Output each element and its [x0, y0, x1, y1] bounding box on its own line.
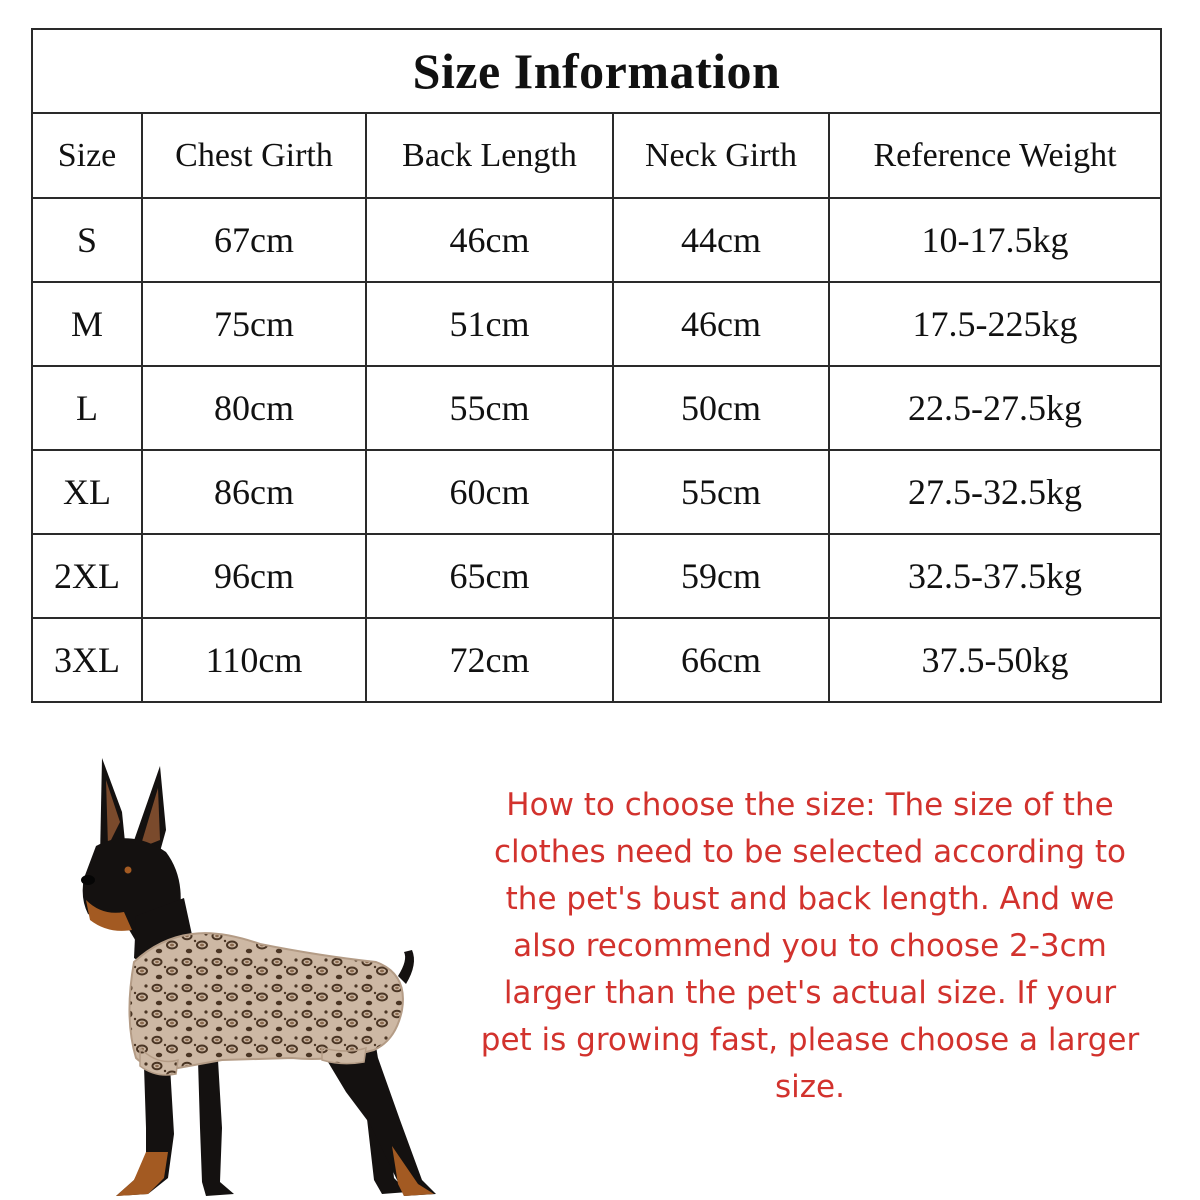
size-cell: M: [32, 282, 142, 366]
column-header-size: Size: [32, 113, 142, 198]
table-title: Size Information: [32, 29, 1161, 113]
chest-girth-cell: 67cm: [142, 198, 366, 282]
chest-girth-cell: 96cm: [142, 534, 366, 618]
chest-girth-cell: 80cm: [142, 366, 366, 450]
reference-weight-cell: 17.5-225kg: [829, 282, 1161, 366]
back-length-cell: 60cm: [366, 450, 613, 534]
chest-girth-cell: 75cm: [142, 282, 366, 366]
size-cell: L: [32, 366, 142, 450]
size-table: [31, 28, 1162, 703]
back-length-cell: 55cm: [366, 366, 613, 450]
reference-weight-cell: 10-17.5kg: [829, 198, 1161, 282]
back-length-cell: 51cm: [366, 282, 613, 366]
neck-girth-cell: 59cm: [613, 534, 829, 618]
size-cell: 3XL: [32, 618, 142, 702]
column-header-chest-girth: Chest Girth: [142, 113, 366, 198]
back-length-cell: 72cm: [366, 618, 613, 702]
bottom-section: [0, 700, 1200, 1200]
dog-in-leopard-shirt-icon: [60, 748, 470, 1200]
size-cell: XL: [32, 450, 142, 534]
back-length-cell: 65cm: [366, 534, 613, 618]
table-row: [32, 198, 1161, 282]
neck-girth-cell: 44cm: [613, 198, 829, 282]
size-advice-text: How to choose the size: The size of the clothes need to be selected according to the pet's bust and back length. And we also recommend you to choose 2-3cm larger than the pet's actual size. If your pet is growing fast, please choose a larger size.: [480, 787, 1140, 1105]
table-row: [32, 618, 1161, 702]
header-row: [32, 113, 1161, 198]
reference-weight-cell: 37.5-50kg: [829, 618, 1161, 702]
neck-girth-cell: 50cm: [613, 366, 829, 450]
reference-weight-cell: 32.5-37.5kg: [829, 534, 1161, 618]
column-header-neck-girth: Neck Girth: [613, 113, 829, 198]
column-header-reference-weight: Reference Weight: [829, 113, 1161, 198]
table-row: [32, 366, 1161, 450]
neck-girth-cell: 55cm: [613, 450, 829, 534]
column-header-back-length: Back Length: [366, 113, 613, 198]
neck-girth-cell: 66cm: [613, 618, 829, 702]
size-cell: 2XL: [32, 534, 142, 618]
neck-girth-cell: 46cm: [613, 282, 829, 366]
reference-weight-cell: 22.5-27.5kg: [829, 366, 1161, 450]
table-row: [32, 450, 1161, 534]
back-length-cell: 46cm: [366, 198, 613, 282]
table-row: [32, 282, 1161, 366]
size-cell: S: [32, 198, 142, 282]
chest-girth-cell: 110cm: [142, 618, 366, 702]
table-row: [32, 534, 1161, 618]
reference-weight-cell: 27.5-32.5kg: [829, 450, 1161, 534]
chest-girth-cell: 86cm: [142, 450, 366, 534]
